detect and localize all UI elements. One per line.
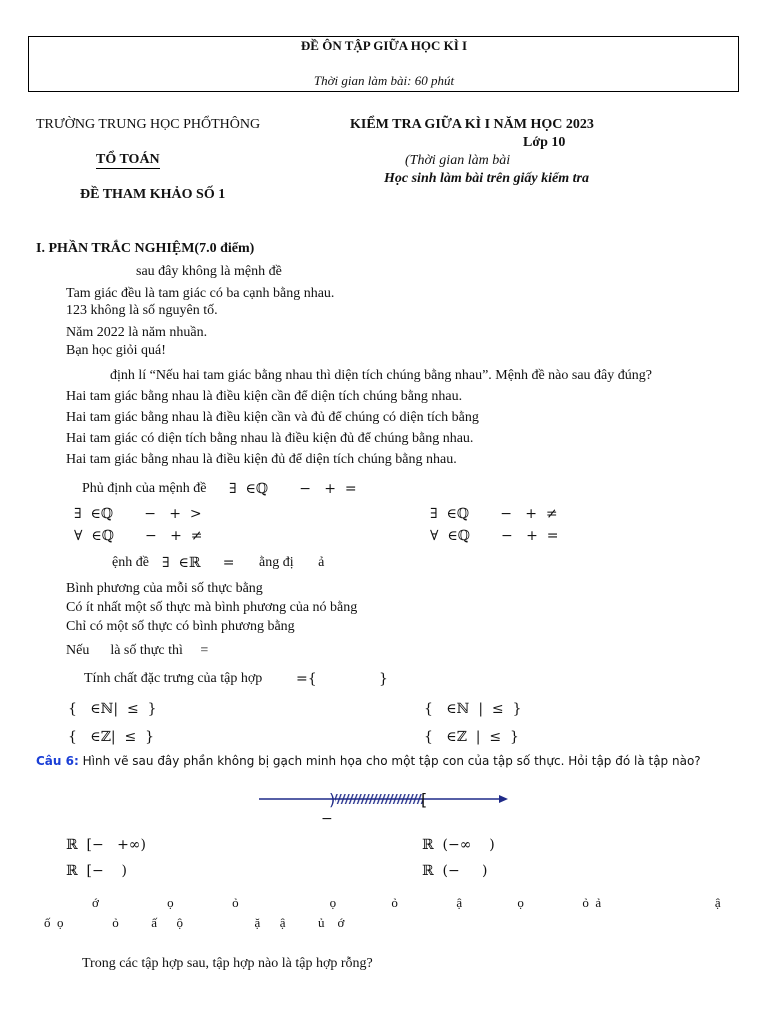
q1-option-d: Bạn học giỏi quá!: [66, 343, 166, 358]
dept-name: TỔ TOÁN: [96, 152, 160, 167]
q2-prompt: định lí “Nếu hai tam giác bằng nhau thì diện tích chúng bằng nhau”. Mệnh đề nào sau đây đúng?: [110, 368, 652, 383]
q2-option-c: Hai tam giác có diện tích bằng nhau là điều kiện đủ để chúng bằng nhau.: [66, 431, 474, 446]
number-line-figure: [255, 786, 515, 816]
q4-prompt-a: ệnh đề: [112, 555, 149, 570]
q2-option-b: Hai tam giác bằng nhau là điều kiện cần và đủ để chúng có diện tích bằng: [66, 410, 479, 425]
hatched-region: [335, 794, 423, 804]
q4-option-b: Có ít nhất một số thực mà bình phương của nó bằng: [66, 600, 358, 615]
q3-option-d: ∀ ∈ℚ − + =: [430, 528, 559, 544]
q3-option-a: ∃ ∈ℚ − + >: [74, 506, 202, 522]
time-note: (Thời gian làm bài: [405, 153, 511, 168]
q6-option-c: ℝ [− ): [66, 863, 127, 879]
q1-option-b: 123 không là số nguyên tố.: [66, 303, 218, 318]
axis-minus-label: −: [321, 811, 333, 827]
closed-bracket-mark: [: [421, 790, 428, 809]
instruction: Học sinh làm bài trên giấy kiểm tra: [384, 171, 589, 186]
header-title: ĐỀ ÔN TẬP GIỮA HỌC KÌ I: [300, 38, 468, 53]
q5-option-d: { ∈ℤ | ≤ }: [424, 729, 519, 745]
q4-prompt-math: ∃ ∈ℝ =: [162, 555, 235, 571]
q5-prompt-math: ={ }: [296, 671, 388, 687]
q2-option-a: Hai tam giác bằng nhau là điều kiện cần để diện tích chúng bằng nhau.: [66, 389, 463, 404]
q5-option-b: { ∈ℕ | ≤ }: [424, 701, 522, 717]
header-time: Thời gian làm bài: 60 phút: [313, 73, 455, 88]
q4-option-d: Nếu là số thực thì =: [66, 643, 209, 658]
q1-prompt: sau đây không là mệnh đề: [136, 264, 282, 279]
grade: Lớp 10: [523, 135, 566, 150]
q5-option-c: { ∈ℤ| ≤ }: [68, 729, 154, 745]
q1-option-a: Tam giác đều là tam giác có ba cạnh bằng nhau.: [66, 286, 335, 301]
q3-prompt: Phủ định của mệnh đề: [82, 481, 207, 496]
school-name: TRƯỜNG TRUNG HỌC PHỔTHÔNG: [36, 117, 261, 132]
q6-text: Hình vẽ sau đây phần không bị gạch minh họa cho một tập con của tập số thực. Hỏi tập đó là tập nào?: [82, 754, 701, 768]
q5-prompt: Tính chất đặc trưng của tập hợp: [84, 671, 263, 686]
q2-option-d: Hai tam giác bằng nhau là điều kiện đủ để diện tích chúng bằng nhau.: [66, 452, 457, 467]
q6-label: Câu 6:: [36, 754, 79, 768]
exam-title: KIỂM TRA GIỮA KÌ I NĂM HỌC 2023: [350, 117, 594, 132]
arrow-head-icon: [499, 795, 508, 803]
q3-option-b: ∃ ∈ℚ − + ≠: [430, 506, 558, 522]
q5-option-a: { ∈ℕ| ≤ }: [68, 701, 157, 717]
q7-line1: ớ ọ ỏ ọ ỏ ậ ọ ỏ ả ậ: [92, 895, 721, 910]
q6-line: [36, 754, 701, 768]
exam-code: ĐỀ THAM KHẢO SỐ 1: [80, 187, 226, 202]
q3-prompt-math: ∃ ∈ℚ − + =: [229, 481, 357, 497]
q7-line2: ố ọ ỏ ấ ộ ặ ậ ủ ớ: [44, 915, 345, 930]
section-title: I. PHẦN TRẮC NGHIỆM(7.0 điểm): [36, 241, 255, 256]
q4-option-c: Chỉ có một số thực có bình phương bằng: [66, 619, 295, 634]
open-paren-mark: ): [329, 790, 336, 809]
q8-prompt: Trong các tập hợp sau, tập hợp nào là tập hợp rỗng?: [82, 956, 373, 971]
q6-option-b: ℝ (−∞ ): [422, 837, 495, 853]
q3-option-c: ∀ ∈ℚ − + ≠: [74, 528, 203, 544]
q4-option-a: Bình phương của mỗi số thực bằng: [66, 581, 263, 596]
q4-prompt-b: ằng đị ả: [259, 555, 325, 570]
q6-option-a: ℝ [− +∞): [66, 837, 146, 853]
q1-option-c: Năm 2022 là năm nhuần.: [66, 325, 208, 340]
q6-option-d: ℝ (− ): [422, 863, 488, 879]
